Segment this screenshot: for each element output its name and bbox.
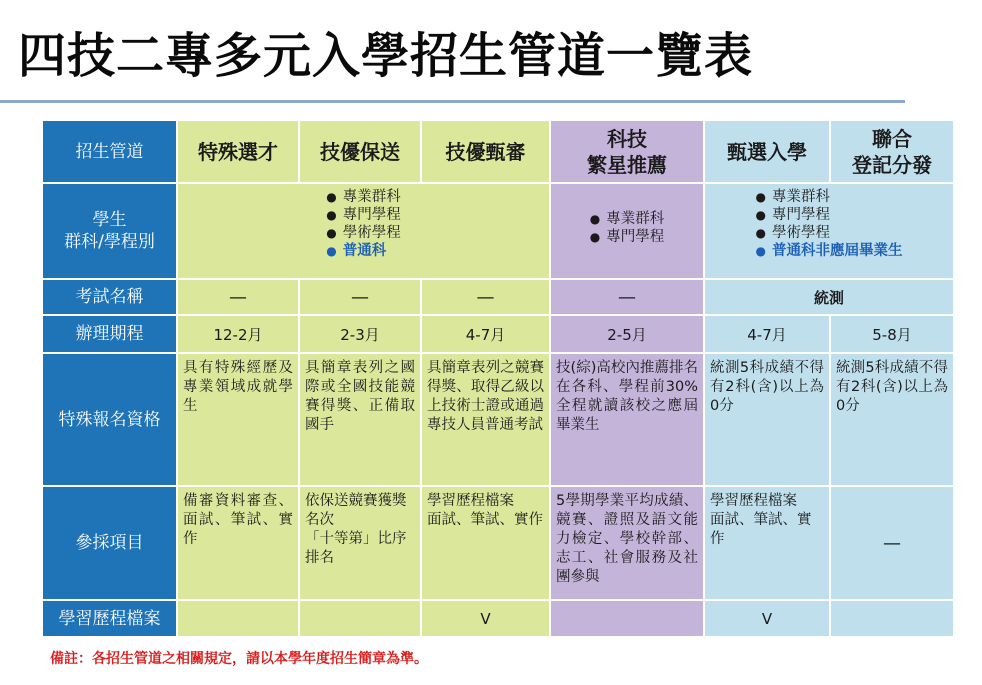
reference-selection: 學習歷程檔案 面試、筆試、實作 bbox=[705, 487, 829, 599]
reference-tech-star: 5學期學業平均成績、競賽、證照及語文能力檢定、學校幹部、志工、社會服務及社團參與 bbox=[551, 487, 703, 599]
title-underline bbox=[0, 100, 905, 103]
list-item: ● 專門學程 bbox=[326, 206, 400, 224]
col-header-special-talent: 特殊選才 bbox=[178, 121, 298, 182]
eligible-purple-list bbox=[590, 210, 664, 278]
list-item: ● 學術學程 bbox=[756, 224, 903, 242]
row-header-exam: 考試名稱 bbox=[43, 280, 176, 314]
list-item: ● 專業群科 bbox=[590, 210, 664, 228]
exam-unified-test: 統測 bbox=[705, 280, 953, 314]
list-item: ● 普通科非應屆畢業生 bbox=[756, 242, 903, 260]
list-item: ● 專業群科 bbox=[756, 188, 903, 206]
col-header-selection: 甄選入學 bbox=[705, 121, 829, 182]
eligible-blue-cell bbox=[705, 184, 953, 278]
period-special-talent: 12-2月 bbox=[178, 316, 298, 352]
col-header-skill-screening: 技優甄審 bbox=[422, 121, 549, 182]
reference-joint: — bbox=[831, 487, 953, 599]
special-joint: 統測5科成績不得有2科(含)以上為0分 bbox=[831, 354, 953, 485]
portfolio-special-talent bbox=[178, 601, 298, 636]
col-header-tech-star: 科技 繁星推薦 bbox=[551, 121, 703, 182]
admission-channels-table bbox=[43, 121, 953, 636]
eligible-blue-list bbox=[756, 188, 903, 278]
row-header-eligible: 學生 群科/學程別 bbox=[43, 184, 176, 278]
col-header-joint-distribution: 聯合 登記分發 bbox=[831, 121, 953, 182]
list-item: ● 學術學程 bbox=[326, 224, 400, 242]
row-header-special: 特殊報名資格 bbox=[43, 354, 176, 485]
special-tech-star: 技(綜)高校內推薦排名在各科、學程前30%全程就讀該校之應屆畢業生 bbox=[551, 354, 703, 485]
page-title: 四技二專多元入學招生管道一覽表 bbox=[18, 28, 754, 84]
row-header-period: 辦理期程 bbox=[43, 316, 176, 352]
reference-skill-guarantee: 依保送競賽獲獎名次 「十等第」比序排名 bbox=[300, 487, 420, 599]
special-skill-screening: 具簡章表列之競賽得獎、取得乙級以上技術士證或通過專技人員普通考試 bbox=[422, 354, 549, 485]
period-joint: 5-8月 bbox=[831, 316, 953, 352]
footnote: 備註：各招生管道之相關規定，請以本學年度招生簡章為準。 bbox=[50, 651, 428, 667]
portfolio-skill-screening: V bbox=[422, 601, 549, 636]
eligible-purple-cell bbox=[551, 184, 703, 278]
portfolio-selection: V bbox=[705, 601, 829, 636]
exam-skill-guarantee: — bbox=[300, 280, 420, 314]
portfolio-skill-guarantee bbox=[300, 601, 420, 636]
reference-special-talent: 備審資料審查、面試、筆試、實作 bbox=[178, 487, 298, 599]
list-item: ● 專門學程 bbox=[756, 206, 903, 224]
portfolio-tech-star bbox=[551, 601, 703, 636]
row-header-reference: 參採項目 bbox=[43, 487, 176, 599]
period-selection: 4-7月 bbox=[705, 316, 829, 352]
period-skill-screening: 4-7月 bbox=[422, 316, 549, 352]
row-header-channel: 招生管道 bbox=[43, 121, 176, 182]
row-header-portfolio: 學習歷程檔案 bbox=[43, 601, 176, 636]
period-tech-star: 2-5月 bbox=[551, 316, 703, 352]
list-item: ● 普通科 bbox=[326, 242, 400, 260]
special-special-talent: 具有特殊經歷及專業領域成就學生 bbox=[178, 354, 298, 485]
eligible-green-list bbox=[326, 188, 400, 278]
exam-special-talent: — bbox=[178, 280, 298, 314]
special-skill-guarantee: 具簡章表列之國際或全國技能競賽得獎、正備取國手 bbox=[300, 354, 420, 485]
exam-tech-star: — bbox=[551, 280, 703, 314]
col-header-skill-guarantee: 技優保送 bbox=[300, 121, 420, 182]
reference-skill-screening: 學習歷程檔案 面試、筆試、實作 bbox=[422, 487, 549, 599]
exam-skill-screening: — bbox=[422, 280, 549, 314]
list-item: ● 專門學程 bbox=[590, 228, 664, 246]
special-selection: 統測5科成績不得有2科(含)以上為0分 bbox=[705, 354, 829, 485]
eligible-green-cell bbox=[178, 184, 549, 278]
period-skill-guarantee: 2-3月 bbox=[300, 316, 420, 352]
portfolio-joint bbox=[831, 601, 953, 636]
list-item: ● 專業群科 bbox=[326, 188, 400, 206]
